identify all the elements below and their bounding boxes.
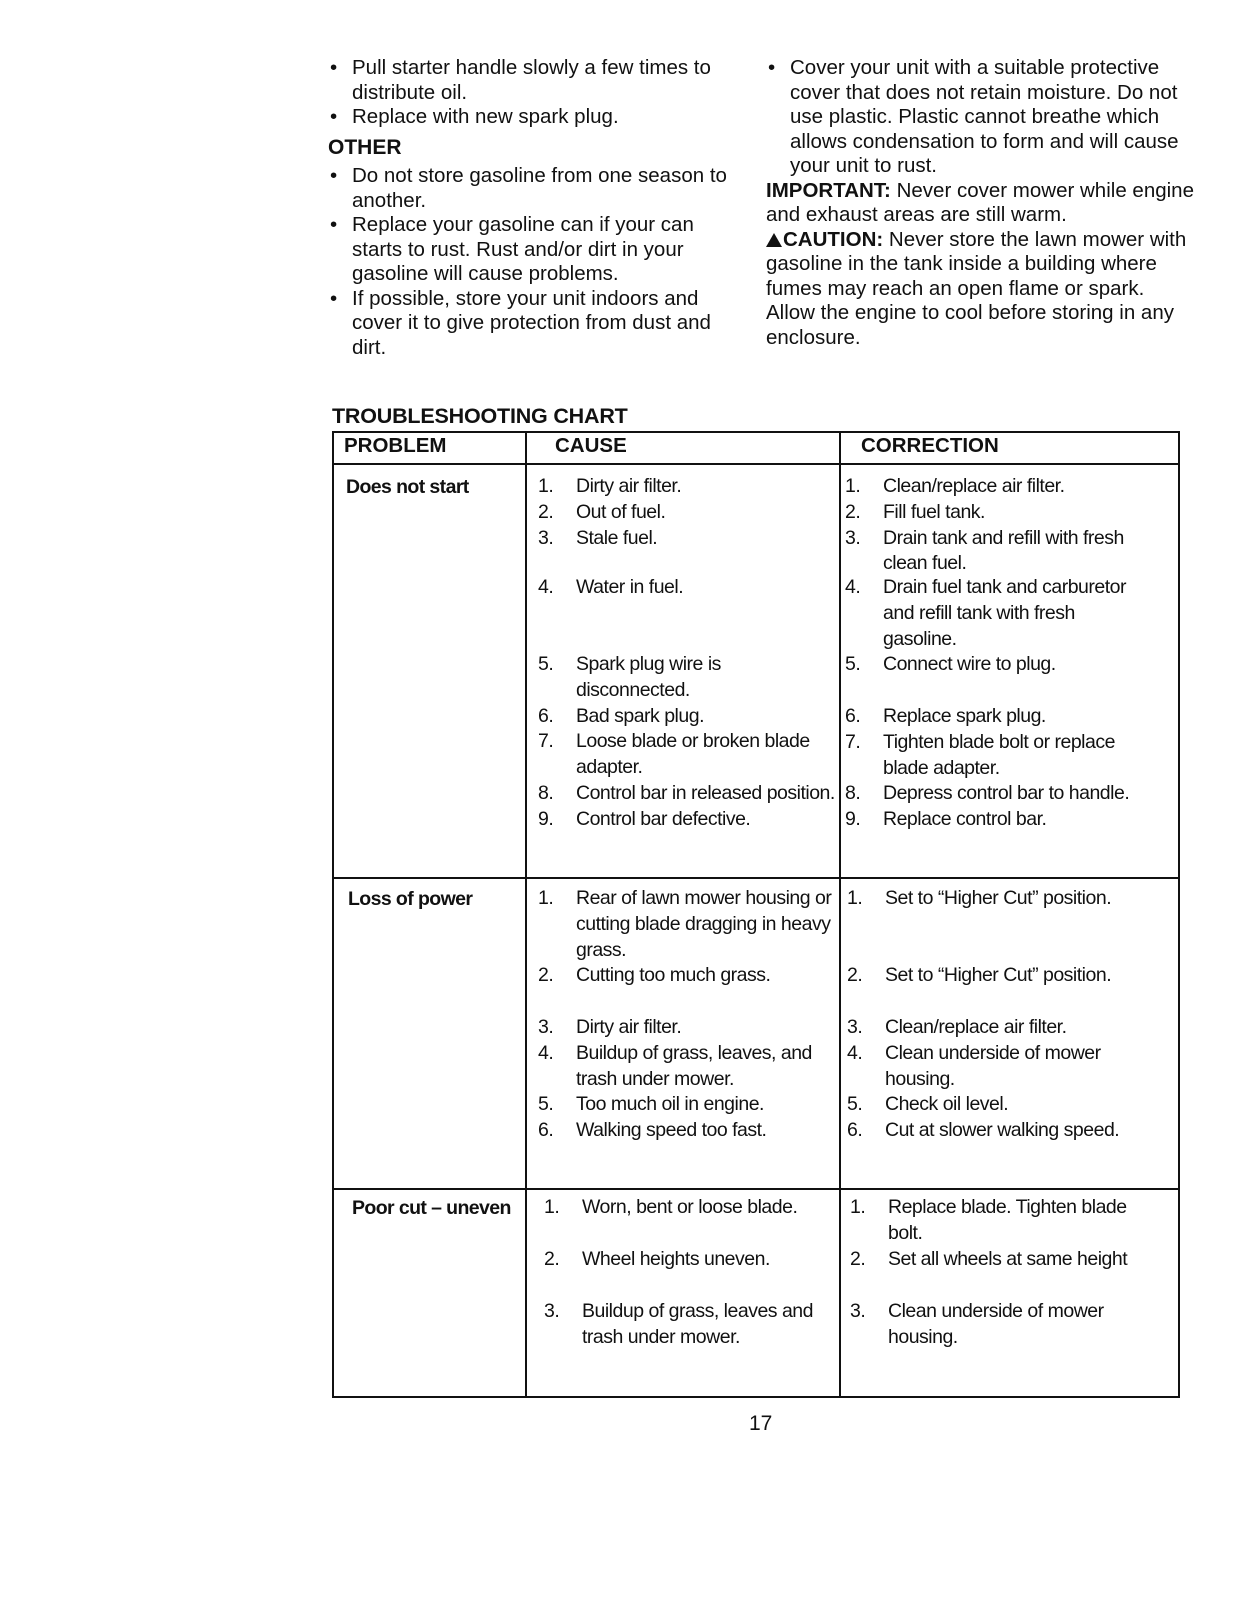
correction-group	[845, 704, 1145, 833]
bullet-item: • Replace your gasoline can if your can starts to rust. Rust and/or dirt in your gasoline will cause problems.	[328, 213, 748, 287]
correction-item: 3. Clean underside of mower housing.	[850, 1300, 1104, 1348]
correction-group	[845, 652, 1145, 678]
problem-label: Loss of power	[348, 888, 473, 910]
correction-item: 3. Drain tank and refill with fresh clean fuel.	[845, 526, 1124, 575]
correction-item: 1. Replace blade. Tighten blade bolt.	[850, 1196, 1127, 1244]
cause-item: 5. Spark plug wire is disconnected.	[538, 653, 721, 701]
correction-item: 3. Clean/replace air filter.	[847, 1016, 1067, 1038]
row-divider	[334, 877, 1178, 879]
problem-label: Poor cut – uneven	[352, 1197, 511, 1219]
cause-item: 3. Stale fuel.	[538, 526, 658, 549]
page-number: 17	[749, 1412, 773, 1435]
cause-group	[538, 1015, 838, 1144]
bullet-item: • Pull starter handle slowly a few times to distribute oil.	[328, 56, 748, 105]
column-divider	[839, 433, 841, 1396]
correction-item: 5. Check oil level.	[847, 1093, 1009, 1116]
correction-item: 2. Set all wheels at same height	[850, 1248, 1128, 1270]
bullet-item: • If possible, store your unit indoors and cover it to give protection from dust and dirt.	[328, 287, 748, 361]
cause-group	[538, 652, 838, 833]
troubleshooting-table	[332, 431, 1180, 1398]
bullet-item: • Cover your unit with a suitable protective cover that does not retain moisture. Do not use plastic. Plastic cannot breathe which allows condensation to form and will cause your unit to rust.	[766, 56, 1196, 179]
correction-item: 7. Tighten blade bolt or replace blade adapter.	[845, 730, 1115, 779]
important-note	[766, 179, 1196, 228]
header-cause: CAUSE	[555, 434, 627, 457]
bullet-list-other	[328, 164, 748, 360]
caution-text: Never store the lawn mower with gasoline in the tank inside a building where fumes may reach an open flame or spark. Allow the engine to cool before storing in any enclosure.	[766, 227, 1187, 349]
cause-item: 4. Buildup of grass, leaves, and trash under mower.	[538, 1041, 812, 1090]
cause-group	[538, 886, 838, 963]
troubleshooting-title: TROUBLESHOOTING CHART	[332, 404, 628, 428]
bullet-list-top	[328, 56, 748, 130]
correction-item: 1. Set to “Higher Cut” position.	[847, 887, 1112, 909]
cause-item: 3. Buildup of grass, leaves and trash under mower.	[544, 1300, 813, 1348]
cause-item: 2. Wheel heights uneven.	[544, 1248, 770, 1270]
cause-item: 1. Dirty air filter.	[538, 475, 682, 497]
correction-item: 2. Set to “Higher Cut” position.	[847, 964, 1112, 986]
cause-item: 4. Water in fuel.	[538, 576, 684, 598]
cause-group	[544, 1247, 838, 1273]
other-heading: OTHER	[328, 135, 402, 159]
caution-note	[766, 228, 1196, 351]
cause-item: 6. Bad spark plug.	[538, 704, 705, 727]
cause-item: 8. Control bar in released position.	[538, 781, 835, 804]
cause-group	[538, 963, 838, 989]
cause-item: 7. Loose blade or broken blade adapter.	[538, 730, 810, 779]
bullet-list-right	[766, 56, 1196, 179]
correction-group	[850, 1195, 1150, 1247]
bullet-item: • Replace with new spark plug.	[328, 105, 748, 130]
storage-right-column	[766, 56, 1196, 350]
correction-group	[850, 1299, 1150, 1351]
storage-left-column	[328, 56, 748, 360]
cause-group	[538, 575, 838, 601]
important-label: IMPORTANT:	[766, 178, 891, 202]
cause-item: 1. Rear of lawn mower housing or cutting blade dragging in heavy grass.	[538, 887, 832, 961]
header-correction: CORRECTION	[861, 434, 999, 457]
correction-item: 9. Replace control bar.	[845, 808, 1047, 831]
correction-item: 4. Drain fuel tank and carburetor and refill tank with fresh gasoline.	[845, 576, 1126, 650]
correction-item: 5. Connect wire to plug.	[845, 653, 1056, 675]
important-text: Never cover mower while engine and exhaust areas are still warm.	[766, 178, 1194, 226]
correction-group	[850, 1247, 1150, 1273]
correction-item: 2. Fill fuel tank.	[845, 500, 985, 523]
correction-item: 4. Clean underside of mower housing.	[847, 1041, 1101, 1090]
correction-group	[845, 575, 1145, 652]
cause-group	[538, 474, 838, 551]
cause-group	[544, 1299, 838, 1351]
cause-item: 6. Walking speed too fast.	[538, 1119, 767, 1142]
correction-group	[847, 886, 1147, 912]
correction-group	[847, 1015, 1167, 1144]
correction-item: 6. Replace spark plug.	[845, 705, 1046, 727]
column-divider	[525, 433, 527, 1396]
cause-group	[544, 1195, 838, 1221]
bullet-item: • Do not store gasoline from one season to another.	[328, 164, 748, 213]
cause-item: 9. Control bar defective.	[538, 807, 751, 830]
header-problem: PROBLEM	[344, 434, 447, 457]
problem-label: Does not start	[346, 476, 469, 498]
cause-item: 2. Out of fuel.	[538, 500, 666, 523]
cause-item: 1. Worn, bent or loose blade.	[544, 1196, 798, 1218]
correction-item: 6. Cut at slower walking speed.	[847, 1119, 1120, 1142]
cause-item: 3. Dirty air filter.	[538, 1016, 682, 1038]
row-divider	[334, 1188, 1178, 1190]
cause-item: 2. Cutting too much grass.	[538, 964, 771, 986]
caution-label: CAUTION:	[783, 227, 884, 251]
correction-group	[847, 963, 1147, 989]
correction-item: 1. Clean/replace air filter.	[845, 475, 1065, 497]
warning-triangle-icon	[766, 233, 782, 247]
cause-item: 5. Too much oil in engine.	[538, 1093, 764, 1116]
correction-item: 8. Depress control bar to handle.	[845, 782, 1130, 805]
correction-group	[845, 474, 1145, 577]
header-divider	[334, 463, 1178, 465]
